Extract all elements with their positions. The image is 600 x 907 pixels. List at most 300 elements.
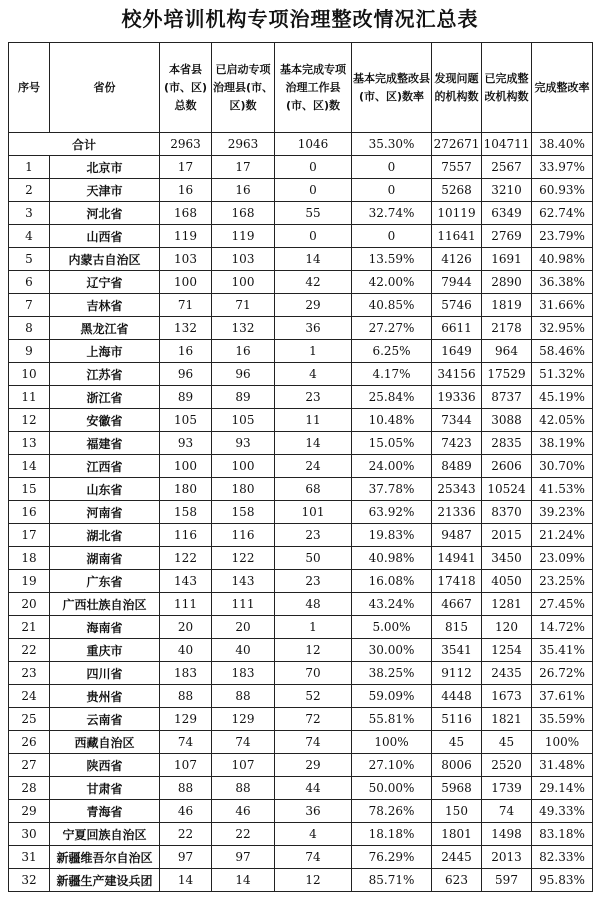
row-value: 45 — [482, 731, 532, 754]
row-value: 46 — [212, 800, 275, 823]
total-cell: 2963 — [212, 133, 275, 156]
row-value: 183 — [160, 662, 212, 685]
row-value: 16 — [160, 340, 212, 363]
row-value: 42.00% — [352, 271, 432, 294]
row-value: 101 — [275, 501, 352, 524]
row-value: 5968 — [432, 777, 482, 800]
row-value: 815 — [432, 616, 482, 639]
row-index: 24 — [9, 685, 50, 708]
row-value: 4667 — [432, 593, 482, 616]
row-value: 5268 — [432, 179, 482, 202]
row-value: 12 — [275, 639, 352, 662]
summary-table — [8, 42, 593, 892]
row-value: 15.05% — [352, 432, 432, 455]
row-value: 19336 — [432, 386, 482, 409]
row-province: 四川省 — [50, 662, 160, 685]
table-row — [9, 524, 593, 547]
header-rectified-orgs: 已完成整改机构数 — [482, 43, 532, 133]
row-value: 2769 — [482, 225, 532, 248]
table-row — [9, 639, 593, 662]
row-value: 45 — [432, 731, 482, 754]
row-value: 1 — [275, 340, 352, 363]
row-value: 129 — [160, 708, 212, 731]
row-index: 26 — [9, 731, 50, 754]
table-row — [9, 386, 593, 409]
row-province: 广西壮族自治区 — [50, 593, 160, 616]
row-value: 71 — [160, 294, 212, 317]
row-value: 8737 — [482, 386, 532, 409]
row-value: 8370 — [482, 501, 532, 524]
row-value: 9112 — [432, 662, 482, 685]
row-value: 95.83% — [532, 869, 593, 892]
total-cell: 1046 — [275, 133, 352, 156]
row-index: 21 — [9, 616, 50, 639]
row-value: 116 — [160, 524, 212, 547]
row-value: 74 — [160, 731, 212, 754]
row-province: 内蒙古自治区 — [50, 248, 160, 271]
row-value: 4050 — [482, 570, 532, 593]
row-province: 贵州省 — [50, 685, 160, 708]
table-row — [9, 294, 593, 317]
row-value: 43.24% — [352, 593, 432, 616]
table-row — [9, 179, 593, 202]
row-value: 14 — [160, 869, 212, 892]
table-row — [9, 271, 593, 294]
row-value: 20 — [212, 616, 275, 639]
row-value: 33.97% — [532, 156, 593, 179]
row-value: 83.18% — [532, 823, 593, 846]
row-value: 4126 — [432, 248, 482, 271]
total-cell: 35.30% — [352, 133, 432, 156]
row-value: 2445 — [432, 846, 482, 869]
header-basically-complete: 基本完成专项治理工作县(市、区)数 — [275, 43, 352, 133]
row-value: 4448 — [432, 685, 482, 708]
row-value: 23.79% — [532, 225, 593, 248]
row-value: 2606 — [482, 455, 532, 478]
table-row — [9, 731, 593, 754]
row-province: 吉林省 — [50, 294, 160, 317]
row-value: 14 — [275, 248, 352, 271]
row-value: 2013 — [482, 846, 532, 869]
row-value: 1281 — [482, 593, 532, 616]
row-index: 8 — [9, 317, 50, 340]
row-value: 32.74% — [352, 202, 432, 225]
row-value: 82.33% — [532, 846, 593, 869]
row-province: 江苏省 — [50, 363, 160, 386]
row-value: 40 — [160, 639, 212, 662]
row-value: 25.84% — [352, 386, 432, 409]
row-value: 168 — [212, 202, 275, 225]
row-index: 22 — [9, 639, 50, 662]
row-value: 5746 — [432, 294, 482, 317]
row-province: 云南省 — [50, 708, 160, 731]
row-value: 119 — [212, 225, 275, 248]
row-value: 60.93% — [532, 179, 593, 202]
header-county-total: 本省县(市、区)总数 — [160, 43, 212, 133]
row-value: 25343 — [432, 478, 482, 501]
row-value: 55 — [275, 202, 352, 225]
row-province: 福建省 — [50, 432, 160, 455]
row-value: 1 — [275, 616, 352, 639]
row-value: 623 — [432, 869, 482, 892]
row-value: 10119 — [432, 202, 482, 225]
row-value: 44 — [275, 777, 352, 800]
header-rectify-rate: 完成整改率 — [532, 43, 593, 133]
row-value: 180 — [212, 478, 275, 501]
row-value: 150 — [432, 800, 482, 823]
header-problem-orgs: 发现问题的机构数 — [432, 43, 482, 133]
row-value: 37.61% — [532, 685, 593, 708]
row-value: 27.27% — [352, 317, 432, 340]
row-value: 27.45% — [532, 593, 593, 616]
row-value: 71 — [212, 294, 275, 317]
row-index: 14 — [9, 455, 50, 478]
table-row — [9, 685, 593, 708]
row-value: 21.24% — [532, 524, 593, 547]
row-value: 39.23% — [532, 501, 593, 524]
row-value: 21336 — [432, 501, 482, 524]
row-value: 0 — [352, 156, 432, 179]
row-value: 23 — [275, 386, 352, 409]
row-value: 72 — [275, 708, 352, 731]
row-value: 10524 — [482, 478, 532, 501]
row-value: 96 — [212, 363, 275, 386]
total-cell: 2963 — [160, 133, 212, 156]
row-value: 23 — [275, 570, 352, 593]
row-value: 34156 — [432, 363, 482, 386]
row-value: 16 — [212, 340, 275, 363]
row-value: 6.25% — [352, 340, 432, 363]
row-value: 85.71% — [352, 869, 432, 892]
row-value: 41.53% — [532, 478, 593, 501]
table-row — [9, 777, 593, 800]
header-province: 省份 — [50, 43, 160, 133]
row-province: 上海市 — [50, 340, 160, 363]
row-value: 103 — [212, 248, 275, 271]
row-province: 新疆生产建设兵团 — [50, 869, 160, 892]
row-value: 16.08% — [352, 570, 432, 593]
row-value: 17 — [212, 156, 275, 179]
row-province: 西藏自治区 — [50, 731, 160, 754]
row-value: 38.19% — [532, 432, 593, 455]
row-value: 8006 — [432, 754, 482, 777]
row-province: 湖南省 — [50, 547, 160, 570]
row-value: 74 — [275, 846, 352, 869]
row-province: 河北省 — [50, 202, 160, 225]
header-complete-rate: 基本完成整改县(市、区)数率 — [352, 43, 432, 133]
table-row — [9, 593, 593, 616]
row-value: 14 — [212, 869, 275, 892]
row-value: 597 — [482, 869, 532, 892]
row-value: 58.46% — [532, 340, 593, 363]
row-value: 3541 — [432, 639, 482, 662]
row-value: 3450 — [482, 547, 532, 570]
row-index: 27 — [9, 754, 50, 777]
row-value: 8489 — [432, 455, 482, 478]
row-index: 11 — [9, 386, 50, 409]
row-value: 7344 — [432, 409, 482, 432]
total-cell: 272671 — [432, 133, 482, 156]
row-value: 100% — [352, 731, 432, 754]
row-value: 132 — [212, 317, 275, 340]
row-value: 17418 — [432, 570, 482, 593]
table-row — [9, 455, 593, 478]
row-value: 122 — [212, 547, 275, 570]
row-index: 6 — [9, 271, 50, 294]
table-row — [9, 754, 593, 777]
row-value: 20 — [160, 616, 212, 639]
row-value: 2435 — [482, 662, 532, 685]
row-province: 北京市 — [50, 156, 160, 179]
row-value: 4 — [275, 363, 352, 386]
row-province: 山东省 — [50, 478, 160, 501]
row-value: 59.09% — [352, 685, 432, 708]
total-cell: 104711 — [482, 133, 532, 156]
table-row — [9, 708, 593, 731]
row-value: 18.18% — [352, 823, 432, 846]
table-row — [9, 432, 593, 455]
row-value: 97 — [212, 846, 275, 869]
row-value: 23.09% — [532, 547, 593, 570]
row-index: 3 — [9, 202, 50, 225]
row-value: 0 — [352, 179, 432, 202]
row-province: 甘肃省 — [50, 777, 160, 800]
row-value: 180 — [160, 478, 212, 501]
row-value: 1673 — [482, 685, 532, 708]
row-value: 17529 — [482, 363, 532, 386]
row-index: 16 — [9, 501, 50, 524]
row-value: 16 — [160, 179, 212, 202]
row-value: 2890 — [482, 271, 532, 294]
row-index: 17 — [9, 524, 50, 547]
total-cell: 38.40% — [532, 133, 593, 156]
row-value: 1254 — [482, 639, 532, 662]
row-value: 1649 — [432, 340, 482, 363]
row-value: 1739 — [482, 777, 532, 800]
row-value: 38.25% — [352, 662, 432, 685]
row-index: 18 — [9, 547, 50, 570]
row-value: 35.41% — [532, 639, 593, 662]
row-value: 88 — [160, 777, 212, 800]
row-value: 24.00% — [352, 455, 432, 478]
table-row — [9, 248, 593, 271]
row-value: 74 — [212, 731, 275, 754]
row-index: 28 — [9, 777, 50, 800]
row-value: 2567 — [482, 156, 532, 179]
row-value: 4 — [275, 823, 352, 846]
row-value: 29 — [275, 294, 352, 317]
row-province: 重庆市 — [50, 639, 160, 662]
table-row — [9, 501, 593, 524]
page-title: 校外培训机构专项治理整改情况汇总表 — [121, 7, 479, 31]
row-index: 12 — [9, 409, 50, 432]
table-row — [9, 225, 593, 248]
row-value: 42.05% — [532, 409, 593, 432]
row-value: 29.14% — [532, 777, 593, 800]
row-value: 143 — [160, 570, 212, 593]
row-value: 70 — [275, 662, 352, 685]
row-value: 45.19% — [532, 386, 593, 409]
row-value: 42 — [275, 271, 352, 294]
row-value: 74 — [482, 800, 532, 823]
row-value: 0 — [352, 225, 432, 248]
row-value: 30.70% — [532, 455, 593, 478]
row-value: 31.48% — [532, 754, 593, 777]
row-value: 122 — [160, 547, 212, 570]
row-value: 2835 — [482, 432, 532, 455]
row-value: 5116 — [432, 708, 482, 731]
row-value: 2015 — [482, 524, 532, 547]
row-value: 100 — [160, 271, 212, 294]
row-value: 3210 — [482, 179, 532, 202]
row-value: 120 — [482, 616, 532, 639]
row-value: 964 — [482, 340, 532, 363]
header-started: 已启动专项治理县(市、区)数 — [212, 43, 275, 133]
row-province: 江西省 — [50, 455, 160, 478]
table-row — [9, 478, 593, 501]
row-value: 119 — [160, 225, 212, 248]
row-index: 29 — [9, 800, 50, 823]
row-value: 1821 — [482, 708, 532, 731]
row-value: 74 — [275, 731, 352, 754]
row-value: 23.25% — [532, 570, 593, 593]
row-index: 9 — [9, 340, 50, 363]
table-row — [9, 662, 593, 685]
row-value: 13.59% — [352, 248, 432, 271]
row-province: 浙江省 — [50, 386, 160, 409]
table-row — [9, 800, 593, 823]
row-value: 46 — [160, 800, 212, 823]
row-value: 19.83% — [352, 524, 432, 547]
row-index: 32 — [9, 869, 50, 892]
row-value: 14 — [275, 432, 352, 455]
row-province: 山西省 — [50, 225, 160, 248]
row-value: 0 — [275, 156, 352, 179]
row-value: 40 — [212, 639, 275, 662]
row-index: 7 — [9, 294, 50, 317]
row-value: 36 — [275, 800, 352, 823]
row-index: 15 — [9, 478, 50, 501]
row-index: 2 — [9, 179, 50, 202]
row-province: 青海省 — [50, 800, 160, 823]
row-value: 50.00% — [352, 777, 432, 800]
row-value: 40.85% — [352, 294, 432, 317]
row-province: 新疆维吾尔自治区 — [50, 846, 160, 869]
row-province: 安徽省 — [50, 409, 160, 432]
row-value: 143 — [212, 570, 275, 593]
row-value: 183 — [212, 662, 275, 685]
row-value: 111 — [160, 593, 212, 616]
row-value: 36 — [275, 317, 352, 340]
row-value: 24 — [275, 455, 352, 478]
row-value: 23 — [275, 524, 352, 547]
row-value: 88 — [212, 685, 275, 708]
row-value: 107 — [212, 754, 275, 777]
row-index: 5 — [9, 248, 50, 271]
row-value: 17 — [160, 156, 212, 179]
row-value: 105 — [160, 409, 212, 432]
row-value: 6349 — [482, 202, 532, 225]
row-value: 62.74% — [532, 202, 593, 225]
row-index: 25 — [9, 708, 50, 731]
row-index: 20 — [9, 593, 50, 616]
row-value: 132 — [160, 317, 212, 340]
row-value: 100% — [532, 731, 593, 754]
row-value: 89 — [212, 386, 275, 409]
row-value: 40.98% — [532, 248, 593, 271]
table-row — [9, 547, 593, 570]
row-value: 2520 — [482, 754, 532, 777]
row-value: 100 — [212, 455, 275, 478]
row-value: 0 — [275, 225, 352, 248]
table-row — [9, 846, 593, 869]
table-row — [9, 823, 593, 846]
row-value: 105 — [212, 409, 275, 432]
table-row — [9, 156, 593, 179]
row-value: 68 — [275, 478, 352, 501]
row-value: 49.33% — [532, 800, 593, 823]
row-value: 52 — [275, 685, 352, 708]
row-value: 158 — [160, 501, 212, 524]
row-value: 89 — [160, 386, 212, 409]
row-index: 30 — [9, 823, 50, 846]
row-value: 129 — [212, 708, 275, 731]
table-row — [9, 363, 593, 386]
table-row — [9, 340, 593, 363]
row-value: 4.17% — [352, 363, 432, 386]
row-value: 88 — [160, 685, 212, 708]
row-value: 51.32% — [532, 363, 593, 386]
table-row — [9, 570, 593, 593]
row-value: 50 — [275, 547, 352, 570]
row-value: 97 — [160, 846, 212, 869]
row-value: 22 — [212, 823, 275, 846]
row-province: 广东省 — [50, 570, 160, 593]
row-value: 32.95% — [532, 317, 593, 340]
row-province: 海南省 — [50, 616, 160, 639]
row-value: 29 — [275, 754, 352, 777]
row-value: 9487 — [432, 524, 482, 547]
row-value: 168 — [160, 202, 212, 225]
header-index: 序号 — [9, 43, 50, 133]
row-value: 35.59% — [532, 708, 593, 731]
row-index: 1 — [9, 156, 50, 179]
row-value: 0 — [275, 179, 352, 202]
row-value: 63.92% — [352, 501, 432, 524]
row-value: 27.10% — [352, 754, 432, 777]
row-value: 116 — [212, 524, 275, 547]
row-value: 22 — [160, 823, 212, 846]
row-value: 93 — [212, 432, 275, 455]
row-value: 2178 — [482, 317, 532, 340]
row-value: 1801 — [432, 823, 482, 846]
row-province: 辽宁省 — [50, 271, 160, 294]
total-row — [9, 133, 593, 156]
row-value: 14.72% — [532, 616, 593, 639]
row-value: 100 — [160, 455, 212, 478]
row-value: 96 — [160, 363, 212, 386]
table-row — [9, 317, 593, 340]
row-province: 黑龙江省 — [50, 317, 160, 340]
row-value: 26.72% — [532, 662, 593, 685]
row-value: 30.00% — [352, 639, 432, 662]
row-value: 31.66% — [532, 294, 593, 317]
row-index: 10 — [9, 363, 50, 386]
row-province: 宁夏回族自治区 — [50, 823, 160, 846]
table-row — [9, 869, 593, 892]
total-label: 合计 — [9, 133, 160, 156]
row-value: 37.78% — [352, 478, 432, 501]
